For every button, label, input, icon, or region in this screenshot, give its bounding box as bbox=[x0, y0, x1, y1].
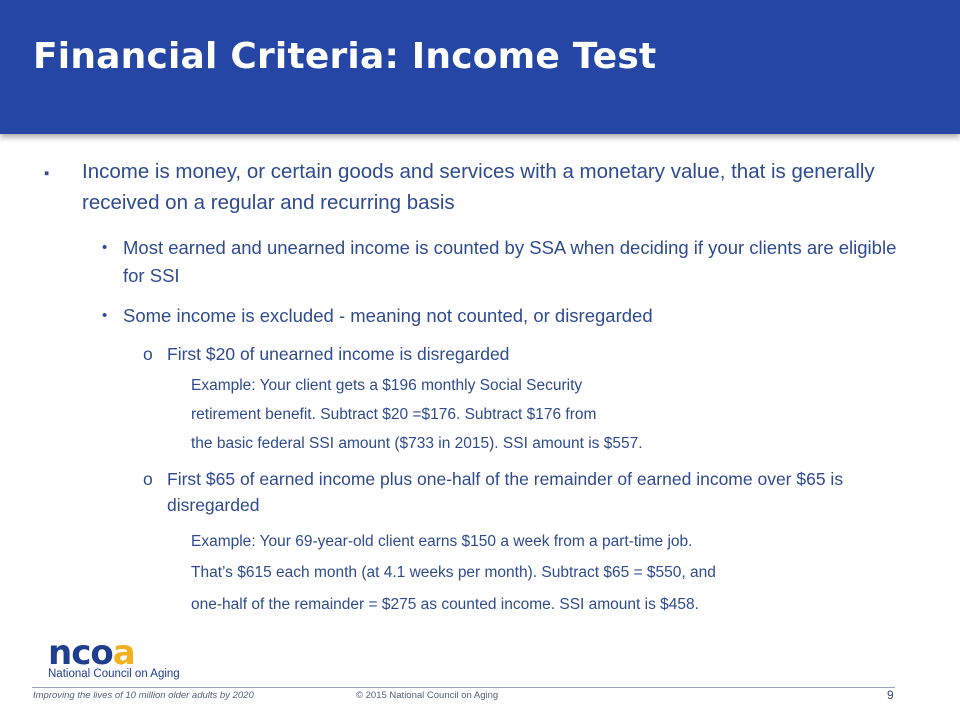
ncoa-logo bbox=[48, 633, 180, 680]
example-1-line-1: Example: Your client gets a $196 monthly Social Security bbox=[191, 377, 583, 394]
circle-bullet-icon: o bbox=[143, 344, 153, 364]
slide-title: Financial Criteria: Income Test bbox=[33, 36, 657, 77]
logo-wordmark: ncoa bbox=[48, 633, 135, 673]
example-2-line-1: Example: Your 69-year-old client earns $150 a week from a part-time job. bbox=[191, 533, 693, 550]
sub-bullet-text: First $65 of earned income plus one-half of the remainder of earned income over $65 is disregarded bbox=[167, 469, 844, 515]
circle-bullet-icon: o bbox=[143, 469, 153, 489]
bullet-text: Most earned and unearned income is counted by SSA when deciding if your clients are eligible for SSI bbox=[123, 237, 897, 286]
dot-bullet-icon: • bbox=[102, 307, 108, 324]
example-1-line-2: retirement benefit. Subtract $20 =$176. Subtract $176 from bbox=[191, 406, 597, 423]
square-bullet-icon: ▪ bbox=[44, 165, 50, 182]
page-number: 9 bbox=[887, 688, 894, 702]
dot-bullet-icon: • bbox=[102, 239, 108, 256]
example-2-line-2: That’s $615 each month (at 4.1 weeks per month). Subtract $65 = $550, and bbox=[191, 564, 716, 581]
example-label: Example bbox=[191, 377, 252, 394]
example-2-line-3: one-half of the remainder = $275 as counted income. SSI amount is $458. bbox=[191, 596, 699, 613]
title-bar bbox=[0, 0, 960, 134]
footer-copyright: © 2015 National Council on Aging bbox=[356, 690, 499, 701]
example-label: Example bbox=[191, 533, 252, 550]
sub-bullet-earned-65 bbox=[143, 466, 883, 518]
bullet-income-definition bbox=[44, 156, 904, 218]
bullet-excluded-income bbox=[102, 302, 912, 330]
bullet-text: Income is money, or certain goods and services with a monetary value, that is generally received on a regular and recurring basis bbox=[82, 160, 875, 214]
bullet-text: Some income is excluded - meaning not counted, or disregarded bbox=[123, 305, 653, 326]
footer-divider bbox=[32, 687, 895, 688]
example-1-line-3: the basic federal SSI amount ($733 in 2015). SSI amount is $557. bbox=[191, 435, 643, 452]
logo-subtitle: National Council on Aging bbox=[48, 668, 180, 680]
footer-tagline: Improving the lives of 10 million older adults by 2020 bbox=[33, 690, 254, 701]
sub-bullet-text: First $20 of unearned income is disregarded bbox=[167, 344, 510, 364]
bullet-earned-unearned bbox=[102, 234, 912, 290]
sub-bullet-unearned-20 bbox=[143, 341, 883, 367]
